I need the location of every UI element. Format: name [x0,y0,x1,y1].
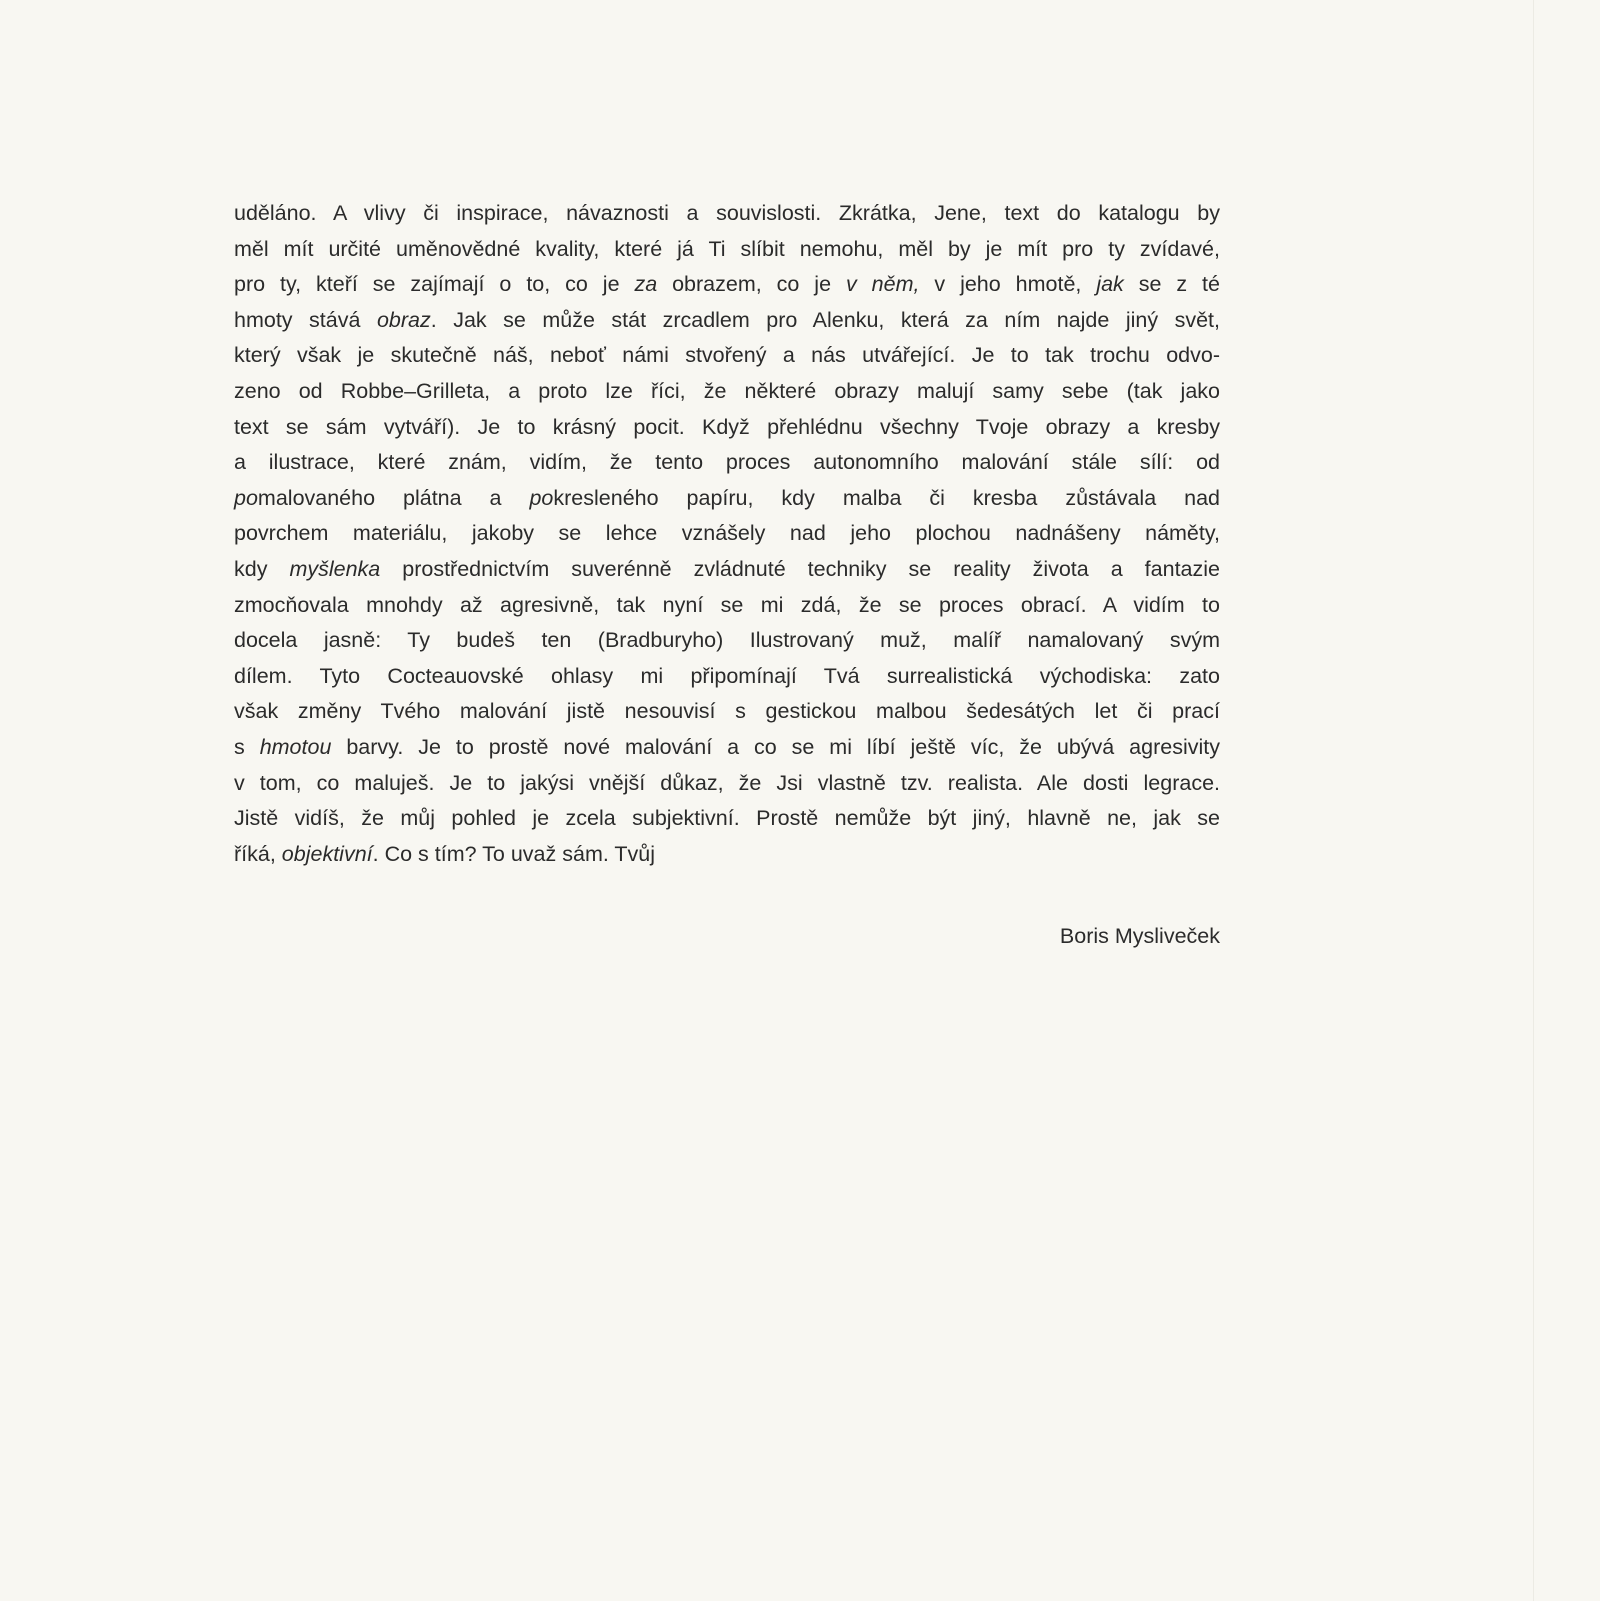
text-line [234,374,1220,410]
text-line [234,766,1220,802]
text-segment: a ilustrace, které znám, vidím, že tento proces autonomního malování stále sílí: od [234,450,1220,475]
text-segment: zeno od Robbe–Grilleta, a proto lze říci, že některé obrazy malují samy sebe (tak jako [234,378,1220,403]
text-segment: Jistě vidíš, že můj pohled je zcela subjektivní. Prostě nemůže být jiný, hlavně ne, jak se [234,806,1220,831]
text-line [234,801,1220,837]
text-segment: kdy [234,556,290,581]
text-segment: text se sám vytváří). Je to krásný pocit. Když přehlédnu všechny Tvoje obrazy a kresby [234,414,1220,439]
text-line [234,303,1220,339]
text-segment: prostřednictvím suverénně zvládnuté techniky se reality života a fantazie [380,556,1220,581]
text-line [234,232,1220,268]
emphasized-text: za [634,272,658,297]
text-segment: říká, [234,841,282,866]
signature: Boris Mysliveček [1059,924,1220,948]
emphasized-text: jak [1096,272,1124,297]
text-line [234,730,1220,766]
text-segment: dílem. Tyto Cocteauovské ohlasy mi připomínají Tvá surrealistická východiska: zato [234,663,1220,688]
emphasized-text: po [234,485,258,510]
text-line [234,196,1220,232]
text-segment: v jeho hmotě, [919,272,1097,297]
text-line [234,694,1220,730]
text-line [234,623,1220,659]
text-segment: pro ty, kteří se zajímají o to, co je [234,272,635,297]
text-segment: hmoty stává [234,307,377,332]
text-segment: zmocňovala mnohdy až agresivně, tak nyní se mi zdá, že se proces obrací. A vidím to [234,592,1220,617]
emphasized-text: hmotou [259,734,332,759]
text-segment: povrchem materiálu, jakoby se lehce vznášely nad jeho plochou nadnášeny náměty, [234,521,1220,546]
text-line [234,481,1220,517]
text-line [234,837,1220,873]
text-segment: obrazem, co je [657,272,846,297]
text-segment: se z té [1123,272,1220,297]
text-line [234,338,1220,374]
text-segment: uděláno. A vlivy či inspirace, návaznosti a souvislosti. Zkrátka, Jene, text do katalogu by [234,201,1220,225]
text-segment: . Jak se může stát zrcadlem pro Alenku, která za ním najde jiný svět, [430,307,1220,332]
text-segment: v tom, co maluješ. Je to jakýsi vnější důkaz, že Jsi vlastně tzv. realista. Ale dosti legrace. [234,770,1220,795]
page-edge-divider [1533,0,1534,1601]
text-line [234,445,1220,481]
text-line [234,588,1220,624]
text-line [234,552,1220,588]
text-segment: však změny Tvého malování jistě nesouvisí s gestickou malbou šedesátých let či prací [234,699,1220,724]
text-segment: který však je skutečně náš, neboť námi stvořený a nás utvářející. Je to tak trochu odvo- [234,343,1220,368]
text-line [234,659,1220,695]
letter-body [234,196,1220,872]
emphasized-text: obraz [376,307,431,332]
emphasized-text: v něm, [845,272,920,297]
text-segment: s [234,734,260,759]
emphasized-text: myšlenka [289,556,381,581]
text-segment: . Co s tím? To uvaž sám. Tvůj [372,841,656,866]
text-segment: barvy. Je to prostě nové malování a co se mi líbí ještě víc, že ubývá agresivity [331,734,1220,759]
text-line [234,516,1220,552]
text-segment: malovaného plátna a [257,485,530,510]
emphasized-text: po [529,485,554,510]
text-segment: docela jasně: Ty budeš ten (Bradburyho) Ilustrovaný muž, malíř namalovaný svým [234,628,1220,653]
emphasized-text: objektivní [281,841,373,866]
text-segment: kresleného papíru, kdy malba či kresba zůstávala nad [553,485,1220,510]
text-segment: měl mít určité uměnovědné kvality, které já Ti slíbit nemohu, měl by je mít pro ty zvídavé, [234,236,1220,261]
text-line [234,267,1220,303]
text-line [234,410,1220,446]
